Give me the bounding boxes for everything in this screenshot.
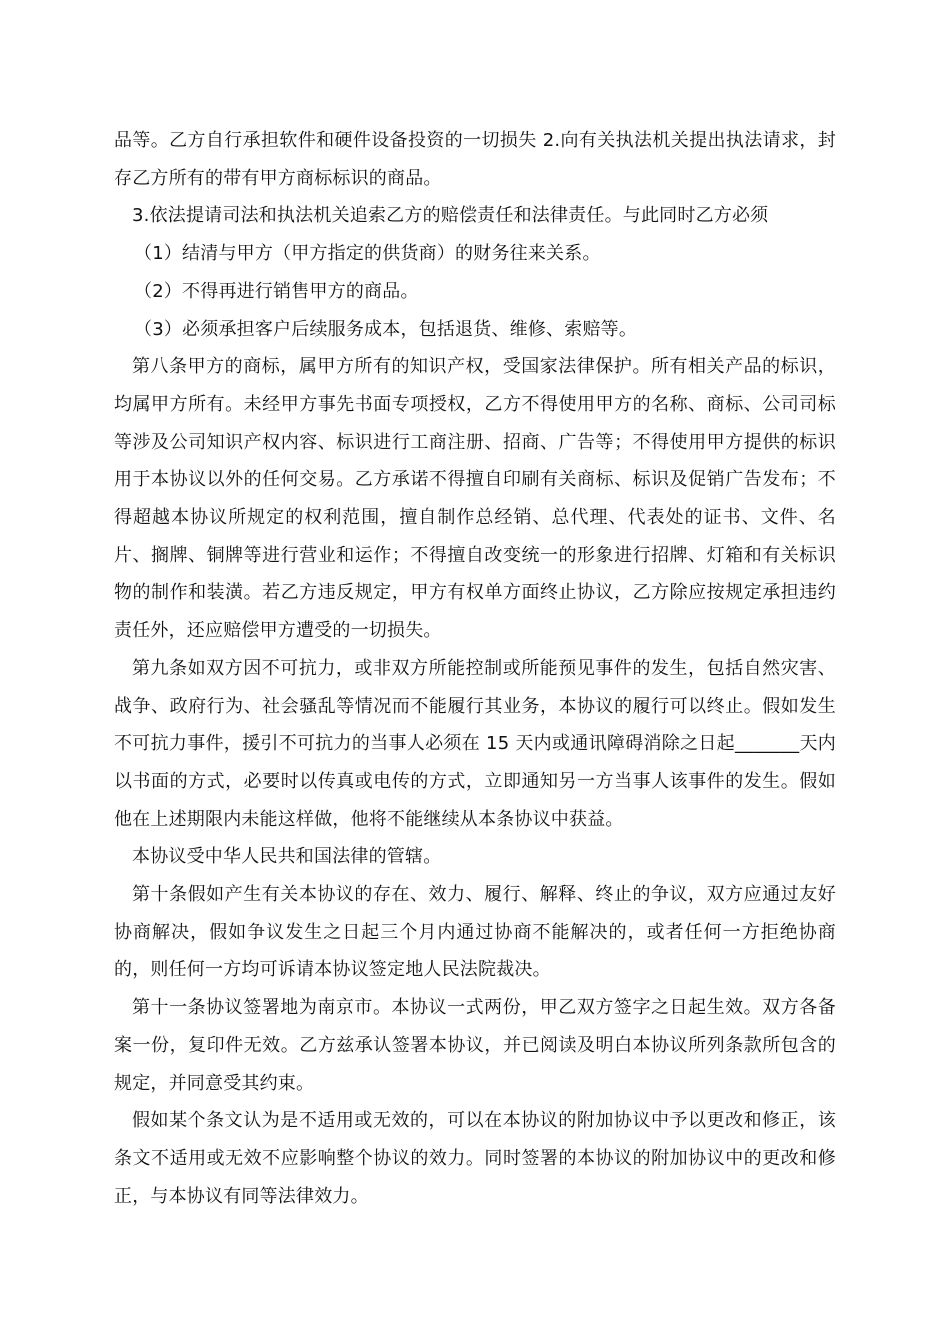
article-10: 第十条假如产生有关本协议的存在、效力、履行、解释、终止的争议，双方应通过友好协商解决，假如争议发生之日起三个月内通过协商不能解决的，或者任何一方拒绝协商的，则任何一方均可诉请本协议签定地人民法院裁决。 — [114, 884, 836, 981]
article-8: 第八条甲方的商标，属甲方所有的知识产权，受国家法律保护。所有相关产品的标识，均属甲方所有。未经甲方事先书面专项授权，乙方不得使用甲方的名称、商标、公司司标等涉及公司知识产权内容、标识进行工商注册、招商、广告等；不得使用甲方提供的标识用于本协议以外的任何交易。乙方承诺不得擅自印刷有关商标、标识及促销广告发布；不得超越本协议所规定的权利范围，擅自制作总经销、总代理、代表处的证书、文件、名片、搁牌、铜牌等进行营业和运作；不得擅自改变统一的形象进行招牌、灯箱和有关标识物的制作和装潢。若乙方违反规定，甲方有权单方面终止协议，乙方除应按规定承担违约责任外，还应赔偿甲方遭受的一切损失。 — [114, 356, 836, 642]
severability-clause: 假如某个条文认为是不适用或无效的，可以在本协议的附加协议中予以更改和修正，该条文不适用或无效不应影响整个协议的效力。同时签署的本协议的附加协议中的更改和修正，与本协议有同等法律效力。 — [114, 1110, 836, 1207]
list-item: （2）不得再进行销售甲方的商品。 — [134, 280, 419, 302]
article-9: 第九条如双方因不可抗力，或非双方所能控制或所能预见事件的发生，包括自然灾害、战争、政府行为、社会骚乱等情况而不能履行其业务，本协议的履行可以终止。假如发生不可抗力事件，援引不可抗力的当事人必须在 15 天内或通讯障碍消除之日起_______天内以书面的方式，必要时以传真或电传的方式，立即通知另一方当事人该事件的发生。假如他在上述期限内未能这样做，他将不能继续从本条协议中获益。 — [114, 657, 836, 830]
article-11: 第十一条协议签署地为南京市。本协议一式两份，甲乙双方签字之日起生效。双方各备案一份，复印件无效。乙方兹承认签署本协议，并已阅读及明白本协议所列条款所包含的规定，并同意受其约束。 — [114, 997, 836, 1094]
list-item: （3）必须承担客户后续服务成本，包括退货、维修、索赔等。 — [134, 318, 638, 340]
list-item: （1）结清与甲方（甲方指定的供货商）的财务往来关系。 — [134, 243, 601, 265]
document-body — [114, 122, 836, 1215]
governing-law: 本协议受中华人民共和国法律的管辖。 — [132, 846, 442, 868]
paragraph-legal-claim: 3.依法提请司法和执法机关追索乙方的赔偿责任和法律责任。与此同时乙方必须 — [132, 205, 769, 227]
paragraph-penalty-continued: 品等。乙方自行承担软件和硬件设备投资的一切损失 2.向有关执法机关提出执法请求，封存乙方所有的带有甲方商标标识的商品。 — [114, 130, 836, 189]
